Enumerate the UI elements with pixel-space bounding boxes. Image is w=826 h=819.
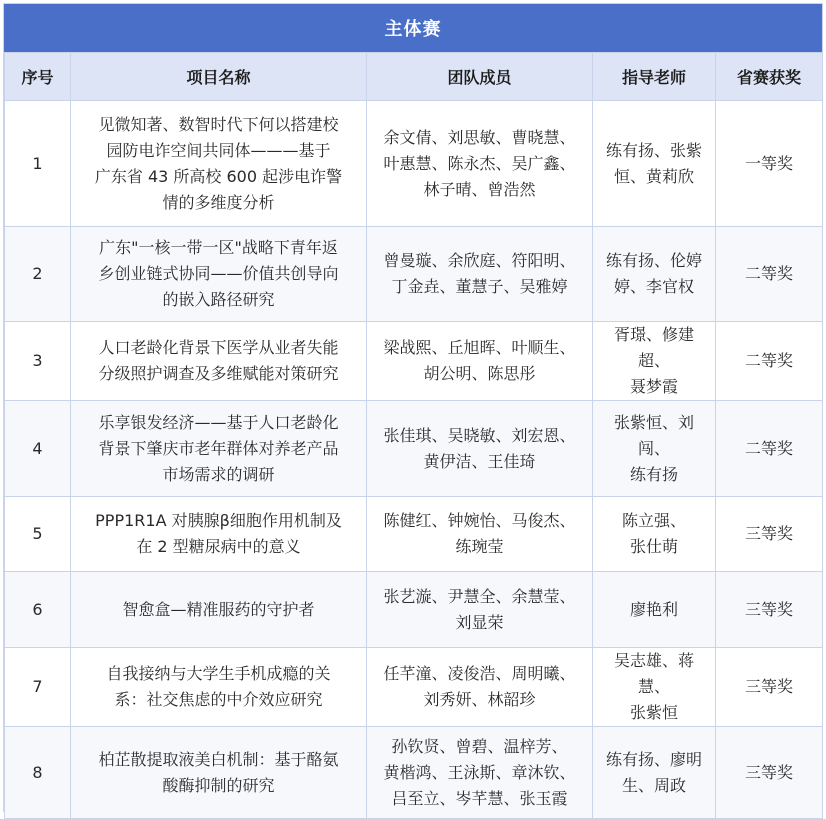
table-row — [5, 322, 823, 401]
cell-advisors — [593, 322, 716, 401]
advisors-line: 生、周政 — [621, 775, 686, 795]
project-line: 园防电诈空间共同体———基于 — [106, 140, 331, 160]
cell-seq: 1 — [5, 101, 71, 227]
cell-award: 二等奖 — [716, 322, 823, 401]
members-line: 张佳琪、吴晓敏、刘宏恩、 — [383, 425, 576, 445]
cell-advisors — [593, 401, 716, 497]
members-line: 林子晴、曾浩然 — [423, 179, 536, 199]
advisors-line: 聂梦霞 — [629, 377, 678, 396]
awards-sheet — [3, 3, 823, 812]
cell-members — [367, 648, 593, 727]
project-line: 乡创业链式协同——价值共创导向 — [98, 264, 339, 283]
members-line: 黄楷鸿、王泳斯、章沐钦、 — [383, 762, 576, 782]
advisors-line: 婷、李官权 — [613, 277, 694, 296]
project-line: 柏芷散提取液美白机制：基于酪氨 — [98, 749, 339, 769]
advisors-line: 胥璟、修建超、 — [613, 325, 694, 370]
members-line: 丁金垚、董慧子、吴雅婷 — [391, 277, 568, 296]
project-line: 人口老龄化背景下医学从业者失能 — [98, 338, 339, 357]
members-line: 曾曼璇、余欣庭、符阳明、 — [383, 251, 576, 270]
table-title: 主体赛 — [4, 4, 822, 52]
advisors-line: 练有扬、廖明 — [605, 749, 702, 769]
members-line: 刘显荣 — [455, 612, 504, 632]
advisors-line: 张紫恒、刘闯、 — [613, 412, 694, 458]
cell-advisors — [593, 648, 716, 727]
cell-project — [71, 497, 367, 572]
project-line: 在 2 型糖尿病中的意义 — [136, 537, 301, 556]
cell-advisors — [593, 572, 716, 648]
advisors-line: 练有扬 — [629, 464, 678, 484]
members-line: 孙钦贤、曾碧、温梓芳、 — [391, 736, 568, 756]
cell-award: 一等奖 — [716, 101, 823, 227]
members-line: 余文倩、刘思敏、曹晓慧、 — [383, 127, 576, 147]
header-award: 省赛获奖 — [716, 53, 823, 101]
project-line: 的嵌入路径研究 — [162, 290, 275, 309]
cell-seq: 7 — [5, 648, 71, 727]
cell-project — [71, 401, 367, 497]
cell-project — [71, 727, 367, 819]
cell-award: 三等奖 — [716, 727, 823, 819]
cell-seq: 4 — [5, 401, 71, 497]
table-row — [5, 648, 823, 727]
cell-award: 二等奖 — [716, 401, 823, 497]
advisors-line: 恒、黄莉欣 — [613, 166, 694, 186]
advisors-line: 吴志雄、蒋慧、 — [613, 651, 694, 696]
cell-members — [367, 322, 593, 401]
header-seq: 序号 — [5, 53, 71, 101]
cell-advisors — [593, 227, 716, 322]
cell-project — [71, 572, 367, 648]
header-members: 团队成员 — [367, 53, 593, 101]
table-row — [5, 401, 823, 497]
cell-members — [367, 497, 593, 572]
project-line: 见微知著、数智时代下何以搭建校 — [98, 114, 339, 134]
members-line: 练琬莹 — [455, 537, 504, 556]
members-line: 任芊潼、凌俊浩、周明曦、 — [383, 664, 576, 683]
header-row — [5, 53, 823, 101]
cell-seq: 3 — [5, 322, 71, 401]
cell-members — [367, 101, 593, 227]
members-line: 梁战熙、丘旭晖、叶顺生、 — [383, 338, 576, 357]
cell-award: 二等奖 — [716, 227, 823, 322]
members-line: 黄伊洁、王佳琦 — [423, 451, 536, 471]
project-line: 智愈盒—精准服药的守护者 — [122, 599, 315, 619]
cell-members — [367, 572, 593, 648]
cell-advisors — [593, 101, 716, 227]
members-line: 吕至立、岑芊慧、张玉霞 — [391, 788, 568, 808]
project-line: 背景下肇庆市老年群体对养老产品 — [98, 438, 339, 458]
project-line: 市场需求的调研 — [162, 464, 275, 484]
cell-advisors — [593, 497, 716, 572]
cell-award: 三等奖 — [716, 648, 823, 727]
table-row — [5, 101, 823, 227]
header-project: 项目名称 — [71, 53, 367, 101]
table-row — [5, 497, 823, 572]
advisors-line: 张紫恒 — [629, 703, 678, 722]
table-row — [5, 727, 823, 819]
cell-project — [71, 648, 367, 727]
project-line: 分级照护调查及多维赋能对策研究 — [98, 364, 339, 383]
table-row — [5, 227, 823, 322]
advisors-line: 练有扬、伦婷 — [605, 251, 702, 270]
project-line: PPP1R1A 对胰腺β细胞作用机制及 — [95, 511, 342, 530]
project-line: 自我接纳与大学生手机成瘾的关 — [106, 664, 331, 683]
cell-advisors — [593, 727, 716, 819]
project-line: 系：社交焦虑的中介效应研究 — [114, 690, 323, 709]
project-line: 乐享银发经济——基于人口老龄化 — [98, 412, 339, 432]
members-line: 胡公明、陈思彤 — [423, 364, 536, 383]
project-line: 情的多维度分析 — [162, 192, 275, 212]
cell-project — [71, 322, 367, 401]
advisors-line: 练有扬、张紫 — [605, 140, 702, 160]
cell-members — [367, 401, 593, 497]
members-line: 张艺漩、尹慧全、余慧莹、 — [383, 586, 576, 606]
cell-seq: 2 — [5, 227, 71, 322]
cell-seq: 6 — [5, 572, 71, 648]
members-line: 叶惠慧、陈永杰、吴广鑫、 — [383, 153, 576, 173]
advisors-line: 张仕萌 — [629, 537, 678, 556]
header-advisors: 指导老师 — [593, 53, 716, 101]
members-line: 陈健红、钟婉怡、马俊杰、 — [383, 511, 576, 530]
cell-project — [71, 101, 367, 227]
members-line: 刘秀妍、林韶珍 — [423, 690, 536, 709]
cell-award: 三等奖 — [716, 572, 823, 648]
cell-award: 三等奖 — [716, 497, 823, 572]
advisors-line: 陈立强、 — [621, 511, 686, 530]
cell-members — [367, 727, 593, 819]
awards-table — [4, 52, 823, 819]
cell-members — [367, 227, 593, 322]
advisors-line: 廖艳利 — [629, 599, 678, 619]
cell-seq: 8 — [5, 727, 71, 819]
cell-seq: 5 — [5, 497, 71, 572]
cell-project — [71, 227, 367, 322]
project-line: 广东"一核一带一区"战略下青年返 — [99, 238, 338, 257]
project-line: 酸酶抑制的研究 — [162, 775, 275, 795]
project-line: 广东省 43 所高校 600 起涉电诈警 — [94, 166, 343, 186]
table-row — [5, 572, 823, 648]
